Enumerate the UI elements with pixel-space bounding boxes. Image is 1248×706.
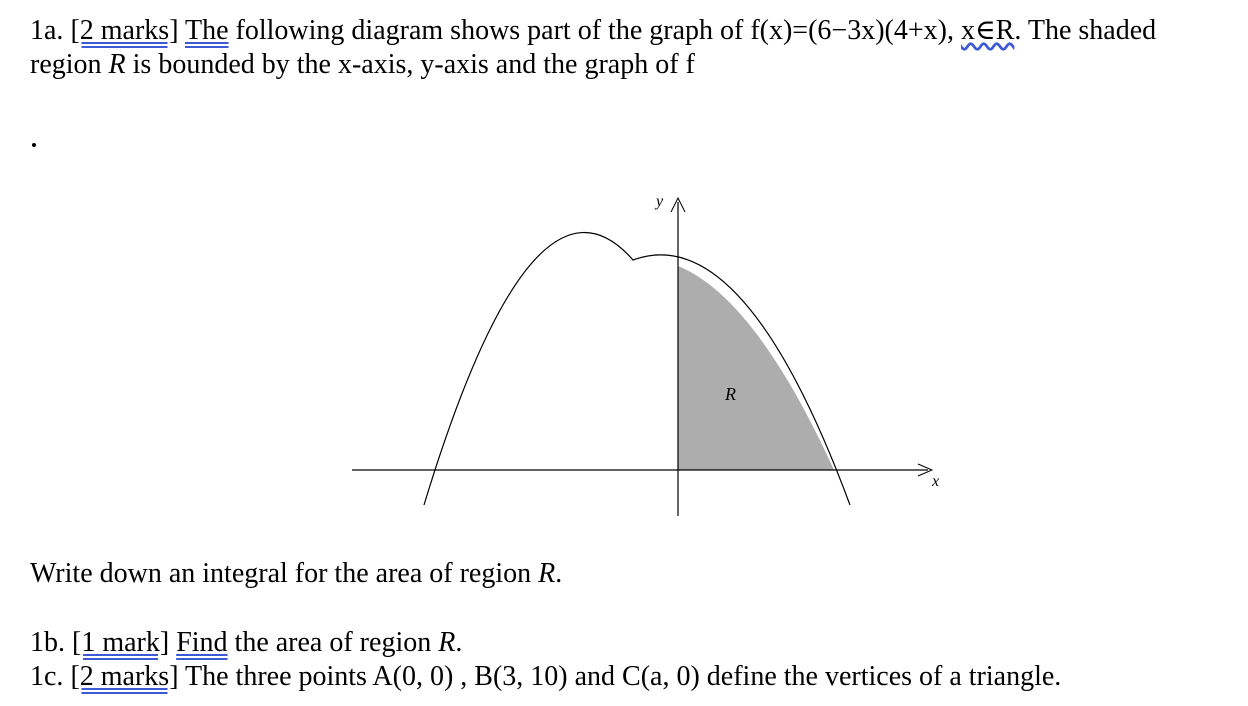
question-1c-marks: [2 marks] — [70, 661, 179, 692]
question-1a-line2-post: is bounded by the x-axis, y-axis and the graph of f — [125, 49, 695, 80]
shaded-region-r — [678, 266, 834, 470]
x-axis-label: x — [932, 473, 940, 490]
question-1a-prompt — [30, 557, 562, 591]
question-1b-var: R — [438, 627, 456, 658]
question-1a-text-a: following diagram shows part of the graph of f(x)=(6−3x)(4+x), — [228, 15, 961, 46]
question-1b-find: Find — [176, 627, 228, 658]
question-1a-line2-var: R — [108, 49, 126, 80]
prompt-1a-var: R — [538, 558, 556, 589]
question-1c — [30, 660, 1061, 694]
question-1a-text-b: . The shaded — [1014, 15, 1157, 46]
question-1b — [30, 626, 462, 660]
question-1b-text-pre: the area of region — [227, 627, 439, 658]
question-1b-text-post: . — [455, 627, 463, 658]
question-1a-the: The — [185, 15, 229, 46]
question-1a-line2-pre: region — [30, 49, 109, 80]
question-1a-marks: [2 marks] — [70, 15, 179, 46]
question-1b-marks: [1 mark] — [72, 627, 170, 658]
y-axis-label: y — [656, 193, 664, 210]
question-1b-number: 1b. — [30, 627, 72, 658]
question-1c-number: 1c. — [30, 661, 71, 692]
question-1a-number: 1a. — [30, 15, 64, 46]
prompt-1a-pre: Write down an integral for the area of region — [30, 558, 539, 589]
prompt-1a-post: . — [555, 558, 563, 589]
question-1c-text: The three points A(0, 0) , B(3, 10) and C(a, 0) define the vertices of a triangle. — [178, 661, 1062, 692]
question-1a-domain: x∈R — [960, 15, 1015, 46]
region-r-label: R — [725, 384, 736, 404]
